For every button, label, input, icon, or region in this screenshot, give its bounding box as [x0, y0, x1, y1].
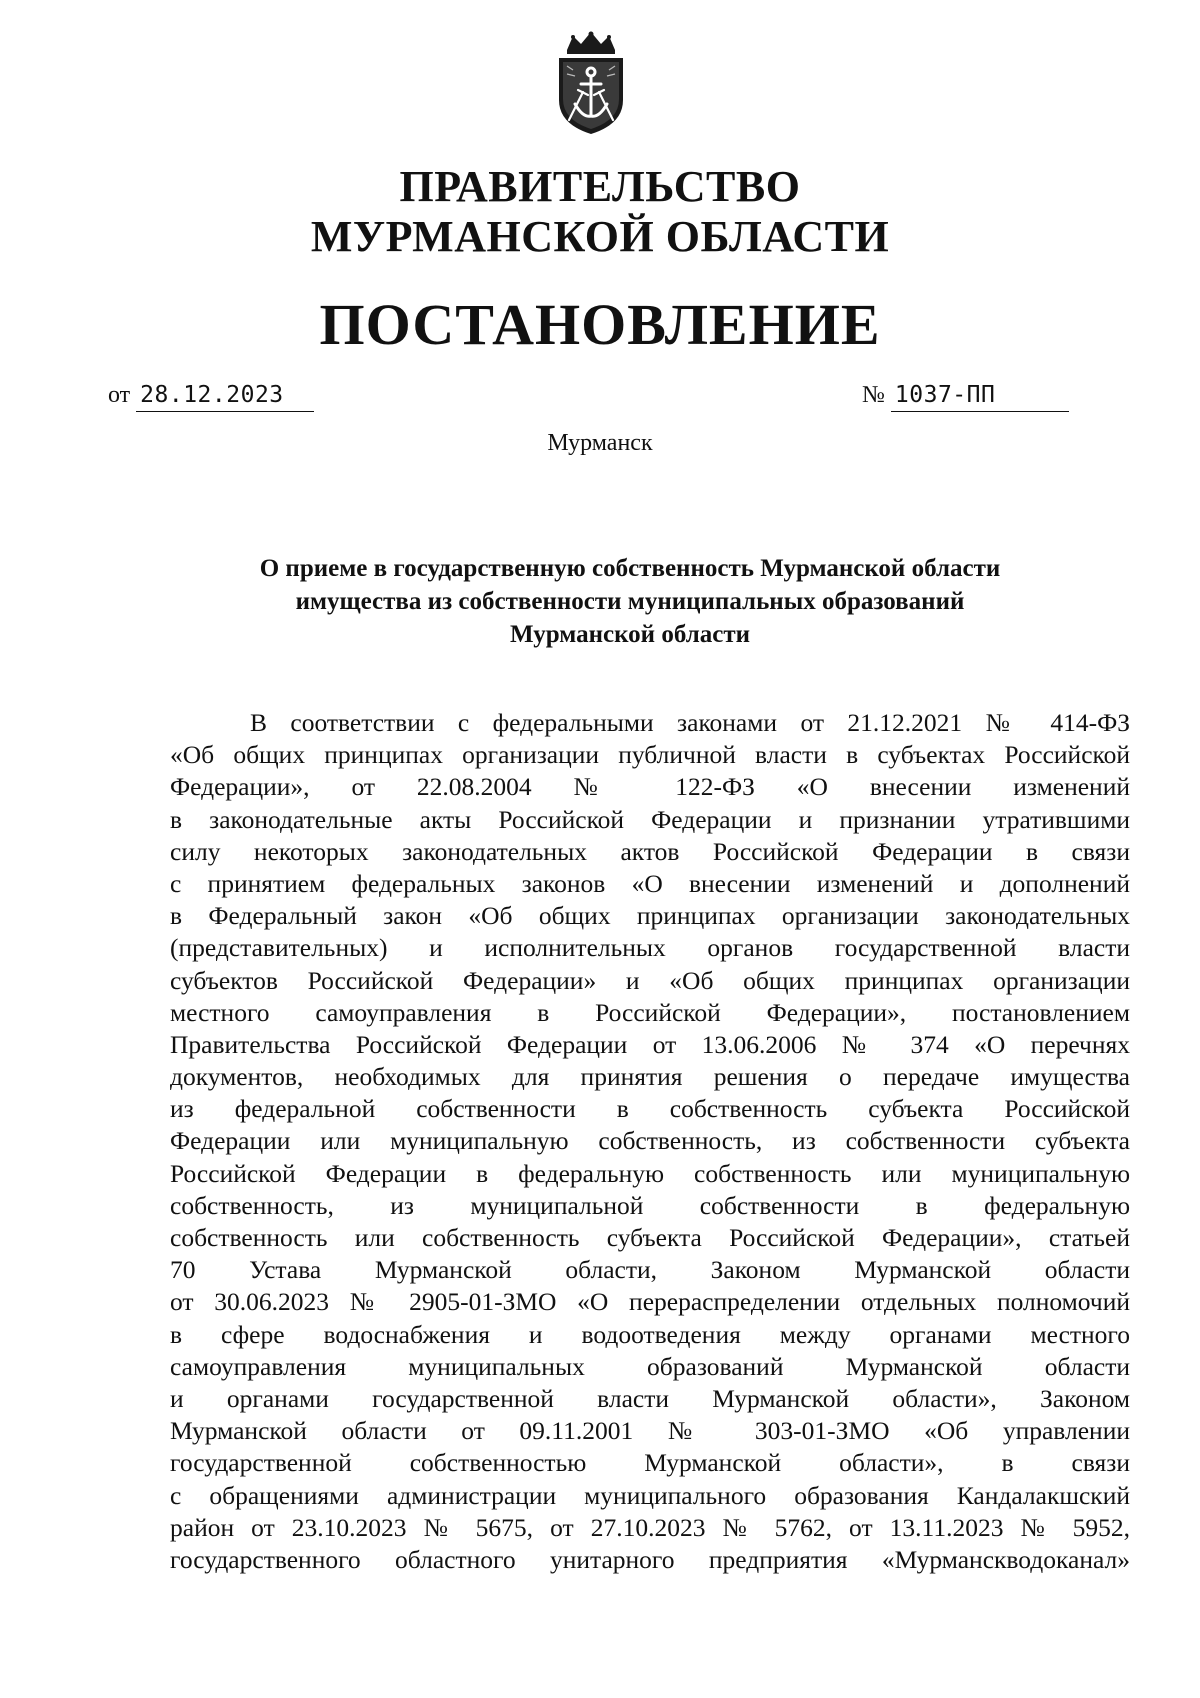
body-line: в законодательные акты Российской Федерации и признании утратившими [170, 804, 1130, 834]
city-name: Мурманск [547, 430, 653, 456]
document-subject [170, 552, 1090, 651]
body-line: с принятием федеральных законов «О внесении изменений и дополнений [170, 868, 1130, 898]
subject-line: О приеме в государственную собственность Мурманской области [259, 555, 1001, 582]
number-value: 1037-ПП [891, 380, 1069, 412]
document-type-title: ПОСТАНОВЛЕНИЕ [319, 292, 881, 357]
organization-name-line2: МУРМАНСКОЙ ОБЛАСТИ [310, 212, 890, 261]
body-line: государственного областного унитарного предприятия «Мурманскводоканал» [170, 1544, 1130, 1574]
document-date [108, 380, 314, 412]
body-line: Мурманской области от 09.11.2001 № 303-01-ЗМО «Об управлении [170, 1416, 1130, 1446]
body-line: местного самоуправления в Российской Федерации», постановлением [170, 997, 1130, 1027]
body-line: в сфере водоснабжения и водоотведения между органами местного [170, 1319, 1130, 1349]
body-line: силу некоторых законодательных актов Российской Федерации в связи [170, 836, 1130, 866]
body-line: из федеральной собственности в собственность субъекта Российской [170, 1094, 1130, 1124]
body-line: Российской Федерации в федеральную собственность или муниципальную [170, 1158, 1130, 1188]
document-number [862, 380, 1069, 412]
body-line: В соответствии с федеральными законами от 21.12.2021 № 414-ФЗ [250, 708, 1130, 737]
number-prefix: № [862, 382, 885, 408]
body-line: Правительства Российской Федерации от 13.06.2006 № 374 «О перечнях [170, 1029, 1130, 1059]
body-line: район от 23.10.2023 № 5675, от 27.10.2023 № 5762, от 13.11.2023 № 5952, [170, 1512, 1130, 1542]
subject-line: Мурманской области [509, 621, 751, 648]
body-line: и органами государственной власти Мурманской области», Законом [170, 1383, 1130, 1413]
body-line: собственность или собственность субъекта Российской Федерации», статьей [170, 1223, 1130, 1252]
date-prefix: от [108, 382, 131, 408]
body-line: в Федеральный закон «Об общих принципах организации законодательных [170, 901, 1130, 931]
body-line: собственность, из муниципальной собственности в федеральную [170, 1190, 1130, 1220]
body-line: 70 Устава Мурманской области, Законом Мурманской области [170, 1255, 1130, 1285]
body-line: Федерации или муниципальную собственность, из собственности субъекта [170, 1126, 1130, 1156]
body-line: самоуправления муниципальных образований Мурманской области [170, 1351, 1130, 1381]
coat-of-arms-icon [553, 28, 629, 136]
body-line: государственной собственностью Мурманской области», в связи [170, 1448, 1130, 1478]
date-value: 28.12.2023 [136, 380, 314, 412]
subject-line: имущества из собственности муниципальных образований [295, 588, 965, 615]
body-line: «Об общих принципах организации публичной власти в субъектах Российской [170, 740, 1130, 770]
body-line: от 30.06.2023 № 2905-01-ЗМО «О перераспределении отдельных полномочий [170, 1287, 1130, 1317]
body-line: с обращениями администрации муниципального образования Кандалакшский [170, 1480, 1130, 1510]
document-body [170, 707, 1130, 1576]
organization-name-line1: ПРАВИТЕЛЬСТВО [399, 162, 801, 211]
body-line: Федерации», от 22.08.2004 № 122-ФЗ «О внесении изменений [170, 772, 1130, 802]
body-line: субъектов Российской Федерации» и «Об общих принципах организации [170, 965, 1130, 995]
body-line: (представительных) и исполнительных органов государственной власти [170, 933, 1130, 963]
body-line: документов, необходимых для принятия решения о передаче имущества [170, 1062, 1130, 1092]
